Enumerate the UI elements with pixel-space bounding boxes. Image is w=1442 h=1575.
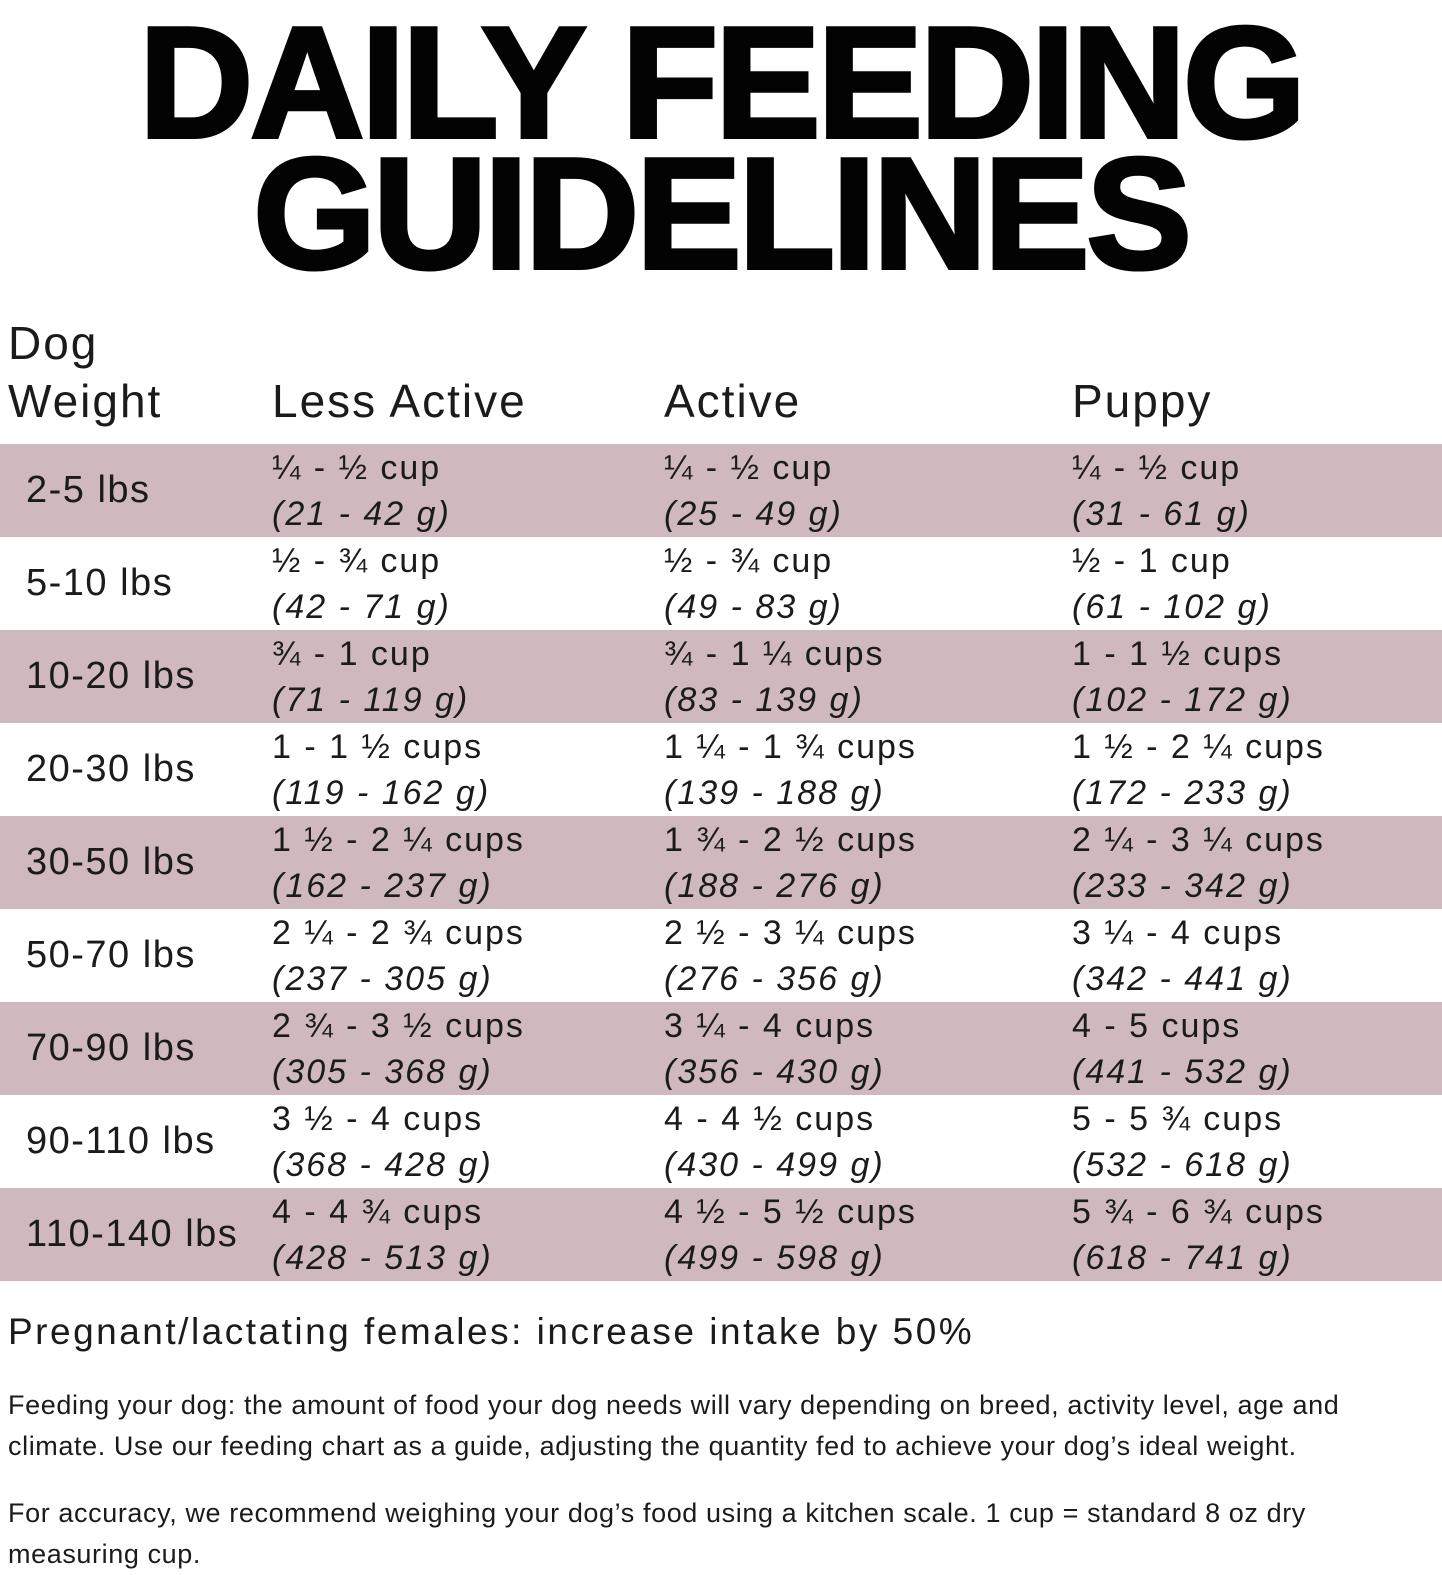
dog-weight-cell: 2-5 lbs [26, 469, 151, 511]
active-cell [664, 910, 1072, 1002]
grams-value: (21 - 42 g) [272, 494, 451, 533]
cups-value: 3 ½ - 4 cups [272, 1099, 484, 1138]
column-header-puppy: Puppy [1072, 375, 1213, 427]
grams-value: (83 - 139 g) [664, 680, 864, 719]
grams-value: (25 - 49 g) [664, 494, 843, 533]
cups-value: 1 ¾ - 2 ½ cups [664, 820, 917, 859]
grams-value: (342 - 441 g) [1072, 959, 1293, 998]
grams-value: (428 - 513 g) [272, 1238, 493, 1277]
less-active-cell [272, 817, 664, 909]
grams-value: (31 - 61 g) [1072, 494, 1251, 533]
grams-value: (162 - 237 g) [272, 866, 493, 905]
cups-value: 5 ¾ - 6 ¾ cups [1072, 1192, 1325, 1231]
cups-value: 4 - 4 ¾ cups [272, 1192, 484, 1231]
column-header-dog-weight [0, 314, 272, 430]
page-title [0, 0, 1442, 302]
grams-value: (441 - 532 g) [1072, 1052, 1293, 1091]
cups-value: ¼ - ½ cup [272, 448, 442, 487]
grams-value: (233 - 342 g) [1072, 866, 1293, 905]
grams-value: (61 - 102 g) [1072, 587, 1272, 626]
puppy-cell [1072, 1096, 1442, 1188]
dog-weight-cell: 90-110 lbs [26, 1120, 216, 1162]
active-cell [664, 631, 1072, 723]
table-header-row [0, 314, 1442, 430]
cups-value: 4 - 5 cups [1072, 1006, 1242, 1045]
puppy-cell [1072, 631, 1442, 723]
grams-value: (356 - 430 g) [664, 1052, 885, 1091]
table-row [0, 444, 1442, 537]
less-active-cell [272, 631, 664, 723]
cups-value: ¼ - ½ cup [664, 448, 834, 487]
dog-weight-cell: 110-140 lbs [26, 1213, 239, 1255]
table-row [0, 816, 1442, 909]
cups-value: 1 ½ - 2 ¼ cups [1072, 727, 1325, 766]
column-header-active: Active [664, 375, 802, 427]
active-cell [664, 724, 1072, 816]
grams-value: (430 - 499 g) [664, 1145, 885, 1184]
column-header-less-active: Less Active [272, 375, 527, 427]
grams-value: (71 - 119 g) [272, 680, 470, 719]
active-cell [664, 1003, 1072, 1095]
cups-value: 3 ¼ - 4 cups [1072, 913, 1284, 952]
grams-value: (42 - 71 g) [272, 587, 451, 626]
table-row [0, 537, 1442, 630]
less-active-cell [272, 1096, 664, 1188]
grams-value: (49 - 83 g) [664, 587, 843, 626]
grams-value: (499 - 598 g) [664, 1238, 885, 1277]
table-row [0, 630, 1442, 723]
cups-value: ¾ - 1 cup [272, 634, 432, 673]
feeding-table [0, 444, 1442, 1281]
grams-value: (305 - 368 g) [272, 1052, 493, 1091]
pregnant-note: Pregnant/lactating females: increase intake by 50% [8, 1311, 975, 1352]
cups-value: ½ - 1 cup [1072, 541, 1232, 580]
dog-weight-cell: 10-20 lbs [26, 655, 196, 697]
puppy-cell [1072, 445, 1442, 537]
column-header-dog-weight-line1: Dog [8, 317, 99, 369]
active-cell [664, 445, 1072, 537]
cups-value: ½ - ¾ cup [272, 541, 442, 580]
grams-value: (102 - 172 g) [1072, 680, 1293, 719]
grams-value: (119 - 162 g) [272, 773, 491, 812]
grams-value: (368 - 428 g) [272, 1145, 493, 1184]
table-row [0, 1002, 1442, 1095]
less-active-cell [272, 910, 664, 1002]
dog-weight-cell: 30-50 lbs [26, 841, 196, 883]
cups-value: 2 ¼ - 3 ¼ cups [1072, 820, 1325, 859]
cups-value: 2 ½ - 3 ¼ cups [664, 913, 917, 952]
grams-value: (172 - 233 g) [1072, 773, 1293, 812]
less-active-cell [272, 445, 664, 537]
less-active-cell [272, 724, 664, 816]
cups-value: 1 - 1 ½ cups [1072, 634, 1284, 673]
feeding-note: Feeding your dog: the amount of food your dog needs will vary depending on breed, activity level, age and climate. Use our feeding chart as a guide, adjusting the quantity fed to achieve your dog’s ideal weight. [8, 1390, 1340, 1461]
grams-value: (188 - 276 g) [664, 866, 885, 905]
grams-value: (139 - 188 g) [664, 773, 885, 812]
cups-value: ½ - ¾ cup [664, 541, 834, 580]
table-row [0, 909, 1442, 1002]
active-cell [664, 817, 1072, 909]
cups-value: 1 ½ - 2 ¼ cups [272, 820, 525, 859]
page-title-line2: GUIDELINES [253, 126, 1189, 302]
puppy-cell [1072, 817, 1442, 909]
cups-value: ¼ - ½ cup [1072, 448, 1242, 487]
cups-value: 5 - 5 ¾ cups [1072, 1099, 1284, 1138]
grams-value: (237 - 305 g) [272, 959, 493, 998]
less-active-cell [272, 538, 664, 630]
cups-value: 2 ¾ - 3 ½ cups [272, 1006, 525, 1045]
grams-value: (276 - 356 g) [664, 959, 885, 998]
dog-weight-cell: 5-10 lbs [26, 562, 174, 604]
cups-value: 4 - 4 ½ cups [664, 1099, 876, 1138]
cups-value: 4 ½ - 5 ½ cups [664, 1192, 917, 1231]
active-cell [664, 1096, 1072, 1188]
active-cell [664, 538, 1072, 630]
dog-weight-cell: 20-30 lbs [26, 748, 196, 790]
less-active-cell [272, 1003, 664, 1095]
puppy-cell [1072, 910, 1442, 1002]
table-row [0, 723, 1442, 816]
page-title-line1: DAILY FEEDING [139, 0, 1303, 171]
puppy-cell [1072, 538, 1442, 630]
grams-value: (618 - 741 g) [1072, 1238, 1293, 1277]
cups-value: 2 ¼ - 2 ¾ cups [272, 913, 525, 952]
puppy-cell [1072, 1003, 1442, 1095]
active-cell [664, 1189, 1072, 1281]
dog-weight-cell: 50-70 lbs [26, 934, 196, 976]
accuracy-note: For accuracy, we recommend weighing your dog’s food using a kitchen scale. 1 cup = standard 8 oz dry measuring cup. [8, 1498, 1306, 1569]
dog-weight-cell: 70-90 lbs [26, 1027, 196, 1069]
grams-value: (532 - 618 g) [1072, 1145, 1293, 1184]
column-header-dog-weight-line2: Weight [8, 375, 163, 427]
cups-value: 1 ¼ - 1 ¾ cups [664, 727, 917, 766]
cups-value: 1 - 1 ½ cups [272, 727, 484, 766]
puppy-cell [1072, 1189, 1442, 1281]
cups-value: 3 ¼ - 4 cups [664, 1006, 876, 1045]
puppy-cell [1072, 724, 1442, 816]
less-active-cell [272, 1189, 664, 1281]
cups-value: ¾ - 1 ¼ cups [664, 634, 885, 673]
table-row [0, 1188, 1442, 1281]
table-row [0, 1095, 1442, 1188]
